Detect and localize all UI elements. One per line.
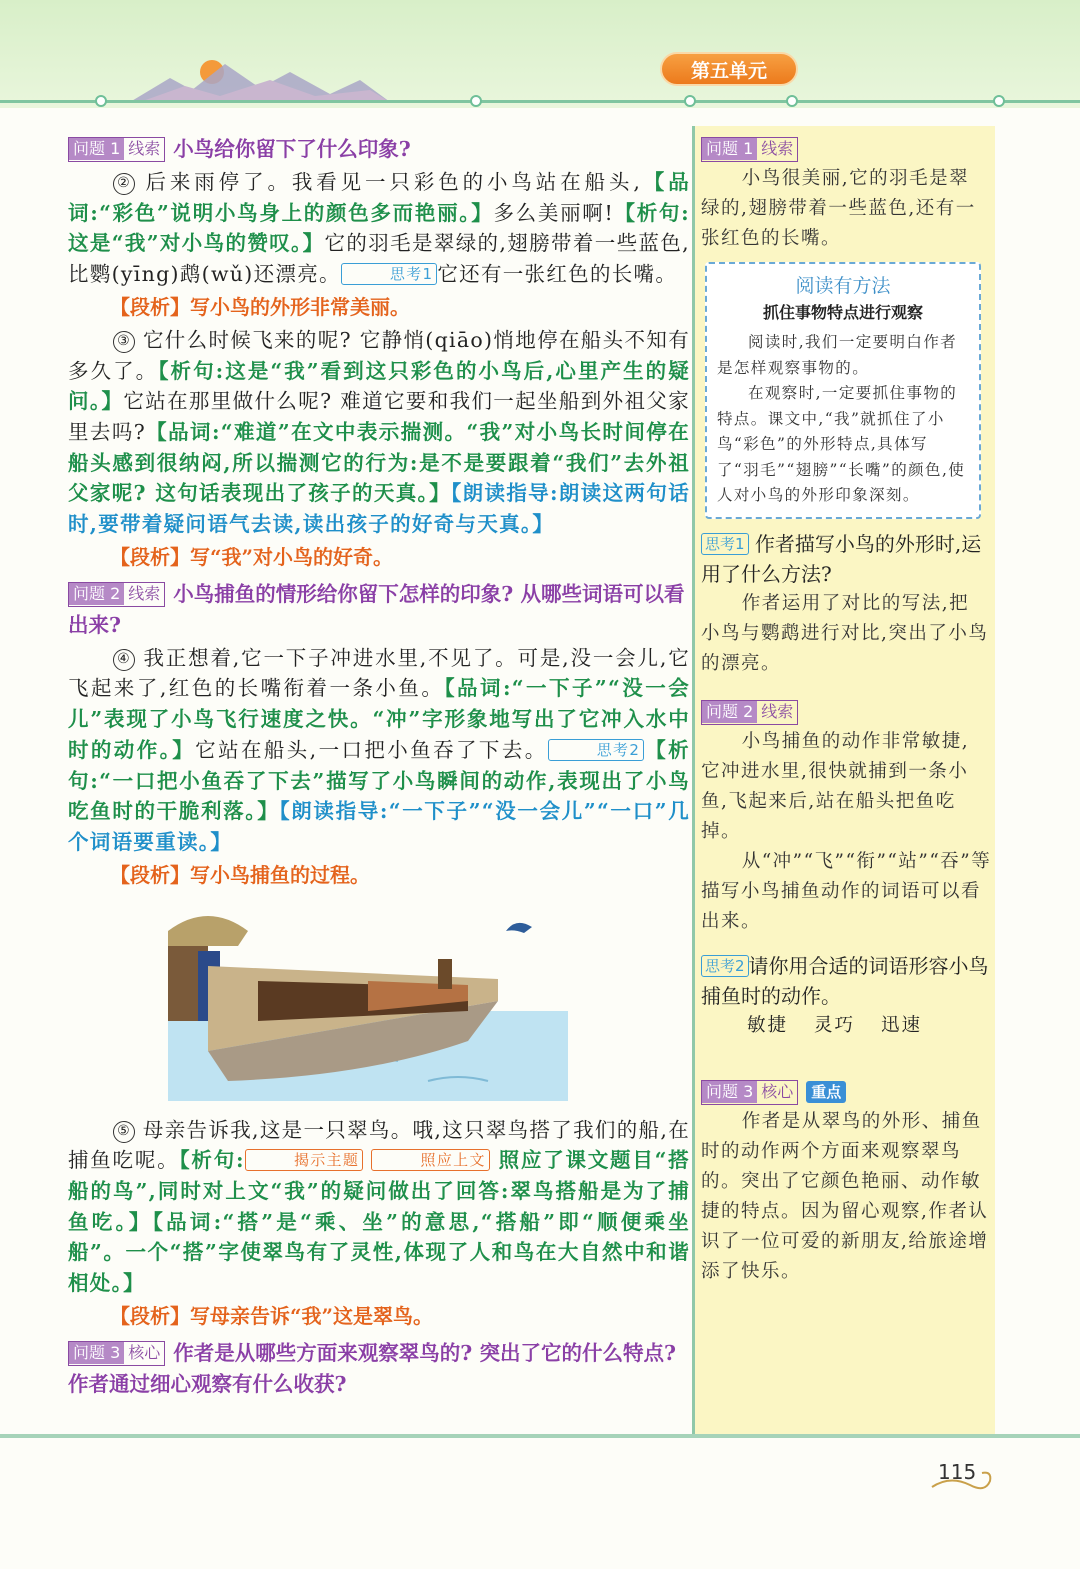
think-1-question: 思考1 作者描写小鸟的外形时,运用了什么方法? [701,531,982,586]
method-subtitle: 抓住事物特点进行观察 [762,303,923,322]
rail-dot [786,95,798,107]
section-analysis: 【段析】写小鸟捕鱼的过程。 [110,862,370,887]
question-tag: 问题 2 线索 [701,700,798,725]
rail-dot [684,95,696,107]
rail-dot [95,95,107,107]
answer-1: 小鸟很美丽,它的羽毛是翠绿的,翅膀带着一些蓝色,还有一张红色的长嘴。 [701,168,976,249]
question-tag: 问题 3 核心 [68,1341,165,1366]
echo-tag: 照应上文 [371,1149,489,1171]
boat-kingfisher-illustration [168,901,568,1101]
paragraph-4: ④ 我正想着,它一下子冲进水里,不见了。可是,没一会儿,它飞起来了,红色的长嘴衔着一条小鱼。【品词:“一下子”“没一会儿”表现了小鸟飞行速度之快。“冲”字形象地写出了它冲入水中时的动作。】它站在船头,一口把小鱼吞了下去。 思考2 【析句:“一口把小鱼吞了下去”描写了小鸟瞬间的动作,表现出了小鸟吃鱼时的干脆利落。】【朗读指导:“一下子”“没一会儿”“一口”几个词语要重读。】 [68,645,691,854]
theme-tag: 揭示主题 [245,1149,363,1171]
side-question-2 [701,697,989,727]
section-analysis: 【段析】写“我”对小鸟的好奇。 [110,544,394,569]
section-analysis: 【段析】写小鸟的外形非常美丽。 [110,294,410,319]
page-number: 115 [938,1460,977,1484]
paragraph-3: ③ 它什么时候飞来的呢? 它静悄(qiāo)悄地停在船头不知有多久了。【析句:这是“我”看到这只彩色的小鸟后,心里产生的疑问。】它站在那里做什么呢? 难道它要和我们一起坐船到外祖父家里去吗?【品词:“难道”在文中表示揣测。“我”对小鸟长时间停在船头感到很纳闷,所以揣测它的行为:是不是要跟着“我们”去外祖父家呢? 这句话表现出了孩子的天真。】【朗读指导:朗读这两句话时,要带着疑问语气去读,读出孩子的好奇与天真。】 [68,327,690,537]
header-rail [0,100,1080,103]
think-tag: 思考2 [548,739,645,761]
paragraph-2: ② 后来雨停了。我看见一只彩色的小鸟站在船头,【品词:“彩色”说明小鸟身上的颜色多而艳丽。】多么美丽啊!【析句:这是“我”对小鸟的赞叹。】它的羽毛是翠绿的,翅膀带着一些蓝色,比鹦(yīng)鹉(wǔ)还漂亮。 思考1 它还有一张红色的长嘴。 [68,170,690,287]
think-2-words: 敏捷 灵巧 迅速 [747,1014,923,1036]
think-1-answer: 作者运用了对比的写法,把小鸟与鹦鹉进行对比,突出了小鸟的漂亮。 [701,592,989,674]
mountain-sun-illustration [130,50,390,105]
paragraph-5: ⑤ 母亲告诉我,这是一只翠鸟。哦,这只翠鸟搭了我们的船,在捕鱼吃呢。【析句: 揭示主题 照应上文 照应了课文题目“搭船的鸟”,同时对上文“我”的疑问做出了回答:翠鸟搭船是为了捕鱼吃。】【品词:“搭”是“乘、坐”的意思,“搭船”即“顺便乘坐船”。一个“搭”字使翠鸟有了灵性,体现了人和鸟在大自然中和谐相处。】 [68,1117,691,1296]
footer-rail [0,1434,1080,1438]
think-2-question: 思考2 请你用合适的词语形容小鸟捕鱼时的动作。 [701,953,989,1008]
question-2: 问题 2 线索 小鸟捕鱼的情形给你留下怎样的印象? 从哪些词语可以看出来? [68,581,685,637]
key-point-badge: 重点 [806,1081,846,1103]
section-analysis: 【段析】写母亲告诉“我”这是翠鸟。 [110,1303,434,1328]
question-1: 问题 1 线索 小鸟给你留下了什么印象? [68,134,690,165]
think-tag: 思考1 [341,263,438,285]
answer-3: 作者是从翠鸟的外形、捕鱼时的动作两个方面来观察翠鸟的。突出了它颜色艳丽、动作敏捷的特点。因为留心观察,作者认识了一位可爱的新朋友,给旅途增添了快乐。 [701,1110,989,1282]
question-tag: 问题 2 线索 [68,582,165,607]
question-tag: 问题 1 线索 [701,137,798,162]
question-3: 问题 3 核心 作者是从哪些方面来观察翠鸟的? 突出了它的什么特点? 作者通过细心观察有什么收获? [68,1340,676,1396]
reading-method-box: 阅读有方法 抓住事物特点进行观察 阅读时,我们一定要明白作者是怎样观察事物的。 在观察时,一定要抓住事物的特点。课文中,“我”就抓住了小鸟“彩色”的外形特点,具体写了“羽毛”“翅膀”“长嘴”的颜色,使人对小鸟的外形印象深刻。 [705,262,981,519]
page-header [0,0,1080,108]
unit-label: 第五单元 [660,52,798,86]
main-column [68,128,690,1428]
rail-dot [470,95,482,107]
question-tag: 问题 1 线索 [68,137,165,162]
side-question-1 [701,134,989,164]
side-column [695,126,995,1434]
side-question-3 [701,1077,989,1107]
rail-dot [993,95,1005,107]
answer-2a: 小鸟捕鱼的动作非常敏捷,它冲进水里,很快就捕到一条小鱼,飞起来后,站在船头把鱼吃掉。 [701,730,970,842]
answer-2b: 从“冲”“飞”“衔”“站”“吞”等描写小鸟捕鱼动作的词语可以看出来。 [701,850,992,932]
question-tag: 问题 3 核心 [701,1080,798,1105]
method-title: 阅读有方法 [795,275,891,297]
